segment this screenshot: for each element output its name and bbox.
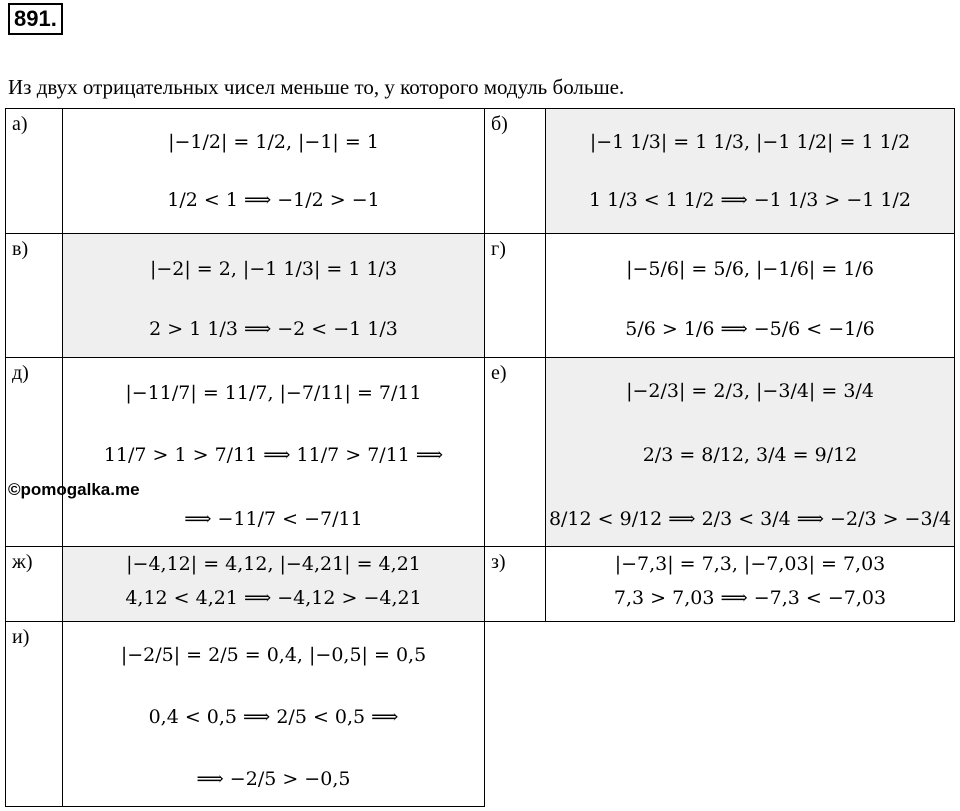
cell-b — [545, 108, 955, 234]
math-line: 2/3 = 8/12, 3/4 = 9/12 — [642, 444, 858, 466]
cell-label: д) — [12, 362, 29, 384]
cell-d — [62, 357, 485, 547]
problem-number: 891. — [8, 3, 63, 35]
math-line: |−7,3| = 7,3, |−7,03| = 7,03 — [614, 553, 886, 575]
math-line: 11/7 > 1 > 7/11 ⟹ 11/7 > 7/11 ⟹ — [103, 444, 444, 466]
cell-v — [62, 233, 485, 358]
cell-label: а) — [12, 113, 28, 135]
cell-label: б) — [491, 113, 508, 135]
cell-b-label — [484, 108, 546, 234]
cell-g-label — [484, 233, 546, 358]
cell-z-label — [484, 546, 546, 622]
cell-i-label — [5, 621, 63, 807]
cell-label: г) — [491, 238, 506, 260]
cell-e — [545, 357, 955, 547]
problem-statement: Из двух отрицательных чисел меньше то, у которого модуль больше. — [8, 75, 625, 99]
cell-zh — [62, 546, 485, 622]
cell-zh-label — [5, 546, 63, 622]
cell-a — [62, 108, 485, 234]
cell-label: е) — [491, 362, 507, 384]
math-line: 1 1/3 < 1 1/2 ⟹ −1 1/3 > −1 1/2 — [589, 189, 911, 211]
math-line: |−4,12| = 4,12, |−4,21| = 4,21 — [126, 553, 421, 575]
math-line: 8/12 < 9/12 ⟹ 2/3 < 3/4 ⟹ −2/3 > −3/4 — [548, 508, 952, 530]
cell-e-label — [484, 357, 546, 547]
cell-label: и) — [12, 626, 30, 648]
math-line: |−2| = 2, |−1 1/3| = 1 1/3 — [149, 258, 398, 280]
math-line: 4,12 < 4,21 ⟹ −4,12 > −4,21 — [125, 587, 422, 609]
math-line: |−2/5| = 2/5 = 0,4, |−0,5| = 0,5 — [120, 644, 427, 666]
math-line: |−1 1/3| = 1 1/3, |−1 1/2| = 1 1/2 — [589, 131, 911, 153]
watermark: ©pomogalka.me — [8, 480, 140, 499]
cell-label: в) — [12, 238, 29, 260]
cell-label: ж) — [12, 551, 33, 573]
math-line: 7,3 > 7,03 ⟹ −7,3 < −7,03 — [613, 587, 887, 609]
math-line: 2 > 1 1/3 ⟹ −2 < −1 1/3 — [149, 318, 398, 340]
cell-v-label — [5, 233, 63, 358]
math-line: ⟹ −11/7 < −7/11 — [184, 508, 363, 530]
cell-i — [62, 621, 485, 807]
cell-a-label — [5, 108, 63, 234]
cell-z — [545, 546, 955, 622]
cell-label: з) — [491, 551, 506, 573]
cell-d-label — [5, 357, 63, 547]
math-line: |−1/2| = 1/2, |−1| = 1 — [168, 131, 379, 153]
math-line: 0,4 < 0,5 ⟹ 2/5 < 0,5 ⟹ — [148, 706, 399, 728]
math-line: |−2/3| = 2/3, |−3/4| = 3/4 — [626, 380, 874, 402]
cell-g — [545, 233, 955, 358]
math-line: 1/2 < 1 ⟹ −1/2 > −1 — [167, 189, 380, 211]
math-line: |−11/7| = 11/7, |−7/11| = 7/11 — [125, 382, 422, 404]
math-line: 5/6 > 1/6 ⟹ −5/6 < −1/6 — [625, 318, 875, 340]
math-line: ⟹ −2/5 > −0,5 — [196, 768, 351, 790]
math-line: |−5/6| = 5/6, |−1/6| = 1/6 — [626, 258, 874, 280]
